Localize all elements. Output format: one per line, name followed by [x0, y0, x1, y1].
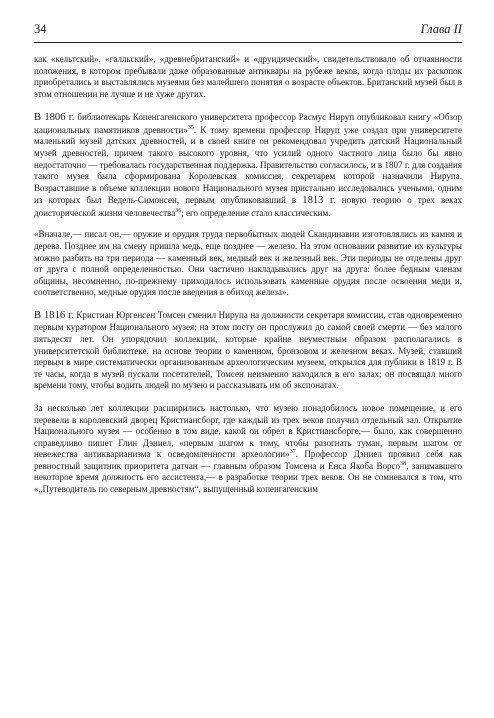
year-1806: В 1806 г. — [34, 112, 75, 124]
paragraph-text: . Профессор Дэниел проявил себя как ревностный защитник приоритета датчан — главным образом Томсена и Енса Якоба Ворсо — [34, 449, 462, 471]
paragraph-collections — [34, 403, 462, 496]
paragraph-text: , занимавшего некоторое время должность его ассистента,— в разработке теории трех веков. Он не сомневался в том, что «„Путеводитель по северным древностям“, выпущенный копенгагенским — [34, 460, 462, 494]
paragraph-text: новую теорию о трех веках доисторической жизни человечества — [34, 195, 462, 218]
year-1816: В 1816 г. — [34, 309, 74, 321]
page-number: 34 — [34, 22, 47, 36]
year-1813: 1813 г. — [302, 195, 336, 207]
paragraph-text: ; его определение стало классическим. — [181, 207, 331, 218]
paragraph-intro: как «кельтский», «галльский», «древнебританский» и «друидический», свидетельствовало об отчаянности положения, в котором пребывали даже образованные антиквары на рубеже веков, когда плоды их раскопок приобретались и выставлялись музеями без малейшего понятия о возрасте объектов. Британский музей был в этом отношении не лучше и не хуже других. — [34, 54, 462, 99]
quotation: «Вначале,— писал он,— оружие и орудия труда первобытных людей Скандинавии изготовлялись из камня и дерева. Позднее им на смену пришла медь, еще позднее — железо. На этом основании развитие их культуры можно разбить на три периода — каменный век, медный век и железный век. Эти периоды не отделены друг от друга с полной определенностью. Они частично накладывались друг на друга: более бедным членам общины, несомненно, по-прежнему приходилось использовать каменные орудия после освоения меди и, соответственно, медные орудия после введения в обиход железа». — [34, 229, 462, 298]
footnote-ref-38: 38 — [400, 460, 407, 467]
paragraph-nyrup — [34, 111, 462, 219]
footnote-ref-37: 37 — [289, 449, 296, 456]
chapter-title: Глава II — [420, 22, 462, 36]
paragraph-text: библиотекарь Копенгагенского университета профессор Расмус Нируп опубликовал книгу «Обзор национальных памятников древности» — [34, 112, 462, 135]
footnote-ref-36: 36 — [175, 207, 182, 214]
paragraph-text: Кристиан Юргенсен Томсен сменил Нирупа на должности секретаря комиссии, став одновременно первым куратором Национального музея; на этом посту он прослужил до самой своей смерти — без малого пятьдесят лет. Он упорядочил коллекции, которые крайне неуместным образом располагались в университетской библиотеке, на основе теории о каменном, бронзовом и железном веках. Музей, ставший первым в мире систематически организованным археологическим музеем, открылся для публики в 1819 г. В те часы, когда в музей пускали посетителей, Томсен неизменно находился в его залах; он посвящал много времени тому, чтобы водить людей по музею и рассказывать им об экспонатах. — [34, 309, 462, 391]
paragraph-text: . К тому времени профессор Нируп уже создал при университете маленький музей датских древностей, и в своей книге он рекомендовал учредить датский Национальный музей древностей, причем такого высокого уровня, что усилий одного частного лица было бы явно недостаточно — требовалась государственная поддержка. Правительство согласилось, и в 1807 г. для создания такого музея была сформирована Королевская комиссия, секретарем которой назначили Нирупа. Возраставшие в объеме коллекции нового Национального музея пристально исследовались учеными, одним из которых был Ведель-Симонсен, первым опубликовавший в — [34, 124, 462, 206]
footnote-ref-35: 35 — [187, 124, 194, 131]
page-body — [34, 54, 462, 496]
paragraph-thomsen — [34, 309, 462, 392]
paragraph-text: За несколько лет коллекции расширились настолько, что музею понадобилось новое помещение, и его перевели в королевский дворец Кристиансборг, где каждый из трех веков получил отдельный зал. Открытие Национального музея — особенно в том виде, какой он обрел в Кристиансборге,— было, как совершенно справедливо пишет Глин Дэниел, «первым шагом к тому, чтобы разогнать туман, первым шагом от невежества антикварианизма к осведомленности археологии» — [34, 402, 462, 460]
running-header — [34, 22, 462, 43]
